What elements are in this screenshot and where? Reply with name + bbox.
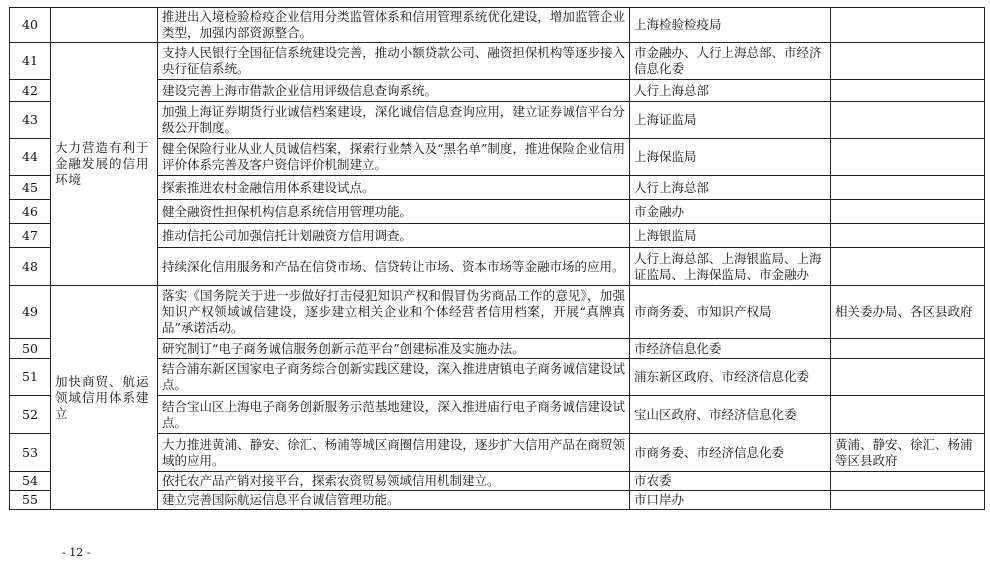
co-unit-cell <box>831 248 985 286</box>
task-cell: 研究制订“电子商务诚信服务创新示范平台”创建标准及实施办法。 <box>158 339 630 359</box>
co-unit-cell <box>831 491 985 510</box>
lead-unit-cell: 市金融办、人行上海总部、市经济信息化委 <box>630 43 831 80</box>
task-cell: 结合宝山区上海电子商务创新服务示范基地建设，深入推进庙行电子商务诚信建设试点。 <box>158 396 630 434</box>
row-number: 42 <box>10 80 51 102</box>
row-number: 43 <box>10 102 51 139</box>
row-number: 49 <box>10 286 51 339</box>
row-number: 47 <box>10 224 51 248</box>
table-row <box>10 286 985 339</box>
lead-unit-cell: 上海银监局 <box>630 224 831 248</box>
lead-unit-cell: 上海保监局 <box>630 139 831 176</box>
task-cell: 结合浦东新区国家电子商务综合创新实践区建设，深入推进唐镇电子商务诚信建设试点。 <box>158 359 630 396</box>
lead-unit-cell: 市金融办 <box>630 200 831 224</box>
lead-unit-cell: 市商务委、市知识产权局 <box>630 286 831 339</box>
co-unit-cell: 黄浦、静安、徐汇、杨浦等区县政府 <box>831 434 985 472</box>
row-number: 40 <box>10 8 51 43</box>
task-cell: 建设完善上海市借款企业信用评级信息查询系统。 <box>158 80 630 102</box>
task-cell: 支持人民银行全国征信系统建设完善，推动小额贷款公司、融资担保机构等逐步接入央行征信系统。 <box>158 43 630 80</box>
co-unit-cell <box>831 43 985 80</box>
category-cell-finance: 大力营造有利于金融发展的信用环境 <box>51 43 158 286</box>
page-number: - 12 - <box>62 546 91 559</box>
co-unit-cell <box>831 339 985 359</box>
category-cell-commerce: 加快商贸、航运领域信用体系建立 <box>51 286 158 510</box>
co-unit-cell <box>831 102 985 139</box>
lead-unit-cell: 人行上海总部、上海银监局、上海证监局、上海保监局、市金融办 <box>630 248 831 286</box>
lead-unit-cell: 市商务委、市经济信息化委 <box>630 434 831 472</box>
row-number: 51 <box>10 359 51 396</box>
row-number: 45 <box>10 176 51 200</box>
table-row <box>10 8 985 43</box>
co-unit-cell <box>831 80 985 102</box>
row-number: 52 <box>10 396 51 434</box>
lead-unit-cell: 上海证监局 <box>630 102 831 139</box>
task-cell: 持续深化信用服务和产品在信贷市场、信贷转让市场、资本市场等金融市场的应用。 <box>158 248 630 286</box>
co-unit-cell <box>831 176 985 200</box>
row-number: 41 <box>10 43 51 80</box>
task-cell: 大力推进黄浦、静安、徐汇、杨浦等城区商圈信用建设，逐步扩大信用产品在商贸领域的应用。 <box>158 434 630 472</box>
co-unit-cell <box>831 200 985 224</box>
task-table <box>9 7 985 510</box>
row-number: 50 <box>10 339 51 359</box>
row-number: 44 <box>10 139 51 176</box>
lead-unit-cell: 上海检验检疫局 <box>630 8 831 43</box>
lead-unit-cell: 人行上海总部 <box>630 176 831 200</box>
lead-unit-cell: 市农委 <box>630 472 831 491</box>
task-cell: 健全保险行业从业人员诚信档案，探索行业禁入及“黑名单”制度，推进保险企业信用评价体系完善及客户资信评价机制建立。 <box>158 139 630 176</box>
task-cell: 依托农产品产销对接平台，探索农资贸易领域信用机制建立。 <box>158 472 630 491</box>
row-number: 46 <box>10 200 51 224</box>
co-unit-cell <box>831 396 985 434</box>
row-number: 55 <box>10 491 51 510</box>
task-cell: 推进出入境检验检疫企业信用分类监管体系和信用管理系统优化建设，增加监管企业类型，加强内部资源整合。 <box>158 8 630 43</box>
task-cell: 建立完善国际航运信息平台诚信管理功能。 <box>158 491 630 510</box>
task-cell: 健全融资性担保机构信息系统信用管理功能。 <box>158 200 630 224</box>
lead-unit-cell: 市经济信息化委 <box>630 339 831 359</box>
task-cell: 推动信托公司加强信托计划融资方信用调查。 <box>158 224 630 248</box>
lead-unit-cell: 浦东新区政府、市经济信息化委 <box>630 359 831 396</box>
task-cell: 落实《国务院关于进一步做好打击侵犯知识产权和假冒伪劣商品工作的意见》，加强知识产权领域诚信建设，逐步建立相关企业和个体经营者信用档案，开展“真牌真品”承诺活动。 <box>158 286 630 339</box>
task-cell: 探索推进农村金融信用体系建设试点。 <box>158 176 630 200</box>
table-row <box>10 43 985 80</box>
lead-unit-cell: 市口岸办 <box>630 491 831 510</box>
row-number: 53 <box>10 434 51 472</box>
co-unit-cell: 相关委办局、各区县政府 <box>831 286 985 339</box>
co-unit-cell <box>831 472 985 491</box>
row-number: 48 <box>10 248 51 286</box>
co-unit-cell <box>831 359 985 396</box>
co-unit-cell <box>831 8 985 43</box>
row-number: 54 <box>10 472 51 491</box>
co-unit-cell <box>831 224 985 248</box>
co-unit-cell <box>831 139 985 176</box>
task-cell: 加强上海证券期货行业诚信档案建设，深化诚信信息查询应用，建立证券诚信平台分级公开制度。 <box>158 102 630 139</box>
lead-unit-cell: 宝山区政府、市经济信息化委 <box>630 396 831 434</box>
lead-unit-cell: 人行上海总部 <box>630 80 831 102</box>
category-cell <box>51 8 158 43</box>
